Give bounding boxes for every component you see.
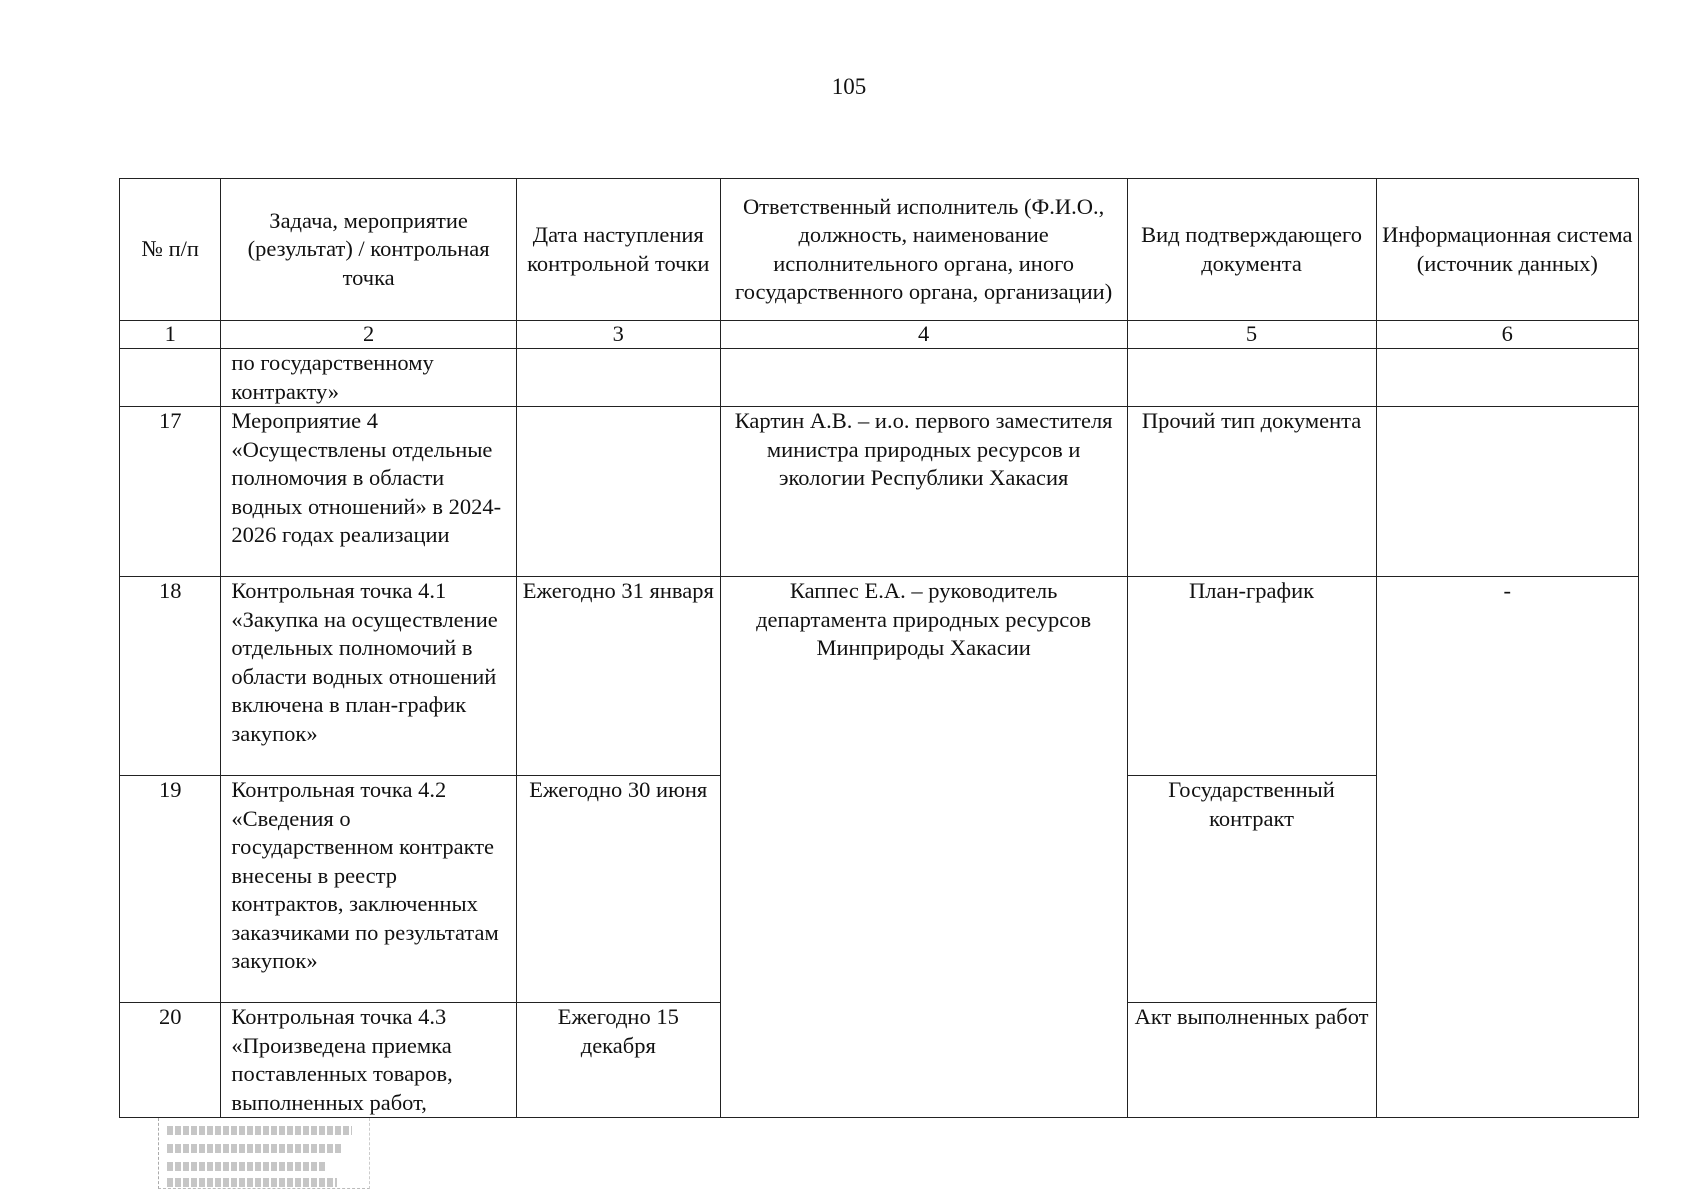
control-points-table <box>119 178 1639 1118</box>
cell-date: Ежегодно 30 июня <box>516 776 720 1003</box>
cell-date <box>516 349 720 407</box>
table-row <box>120 577 1639 776</box>
continuation-row <box>120 349 1639 407</box>
cell-doc: Акт выполненных работ <box>1127 1003 1376 1118</box>
cell-system <box>1376 349 1638 407</box>
cell-responsible: Картин А.В. – и.о. первого заместителя министра природных ресурсов и экологии Республики Хакасия <box>720 407 1127 577</box>
header-num: № п/п <box>120 179 221 321</box>
cell-date: Ежегодно 15 декабря <box>516 1003 720 1118</box>
header-doc: Вид подтверждающего документа <box>1127 179 1376 321</box>
table-row <box>120 407 1639 577</box>
cell-task: Контрольная точка 4.1 «Закупка на осуществление отдельных полномочий в области водных отношений включена в план-график закупок» <box>221 577 516 776</box>
column-number: 5 <box>1127 321 1376 349</box>
cell-system: - <box>1376 577 1638 1118</box>
cell-responsible: Каппес Е.А. – руководитель департамента природных ресурсов Минприроды Хакасии <box>720 577 1127 1118</box>
cell-task: по государственному контракту» <box>221 349 516 407</box>
header-task: Задача, мероприятие (результат) / контрольная точка <box>221 179 516 321</box>
column-number: 1 <box>120 321 221 349</box>
faded-stamp <box>158 1118 370 1189</box>
cell-num <box>120 349 221 407</box>
cell-num: 20 <box>120 1003 221 1118</box>
header-system: Информационная система (источник данных) <box>1376 179 1638 321</box>
cell-num: 19 <box>120 776 221 1003</box>
cell-doc: План-график <box>1127 577 1376 776</box>
header-row <box>120 179 1639 321</box>
header-responsible: Ответственный исполнитель (Ф.И.О., должность, наименование исполнительного органа, иного государственного органа, организации) <box>720 179 1127 321</box>
cell-task: Мероприятие 4 «Осуществлены отдельные полномочия в области водных отношений» в 2024-2026 годах реализации <box>221 407 516 577</box>
cell-system <box>1376 407 1638 577</box>
cell-responsible <box>720 349 1127 407</box>
cell-date: Ежегодно 31 января <box>516 577 720 776</box>
column-number: 4 <box>720 321 1127 349</box>
column-number-row <box>120 321 1639 349</box>
cell-task: Контрольная точка 4.2 «Сведения о государственном контракте внесены в реестр контрактов, заключенных заказчиками по результатам закупок» <box>221 776 516 1003</box>
cell-doc <box>1127 349 1376 407</box>
cell-doc: Государственный контракт <box>1127 776 1376 1003</box>
cell-num: 18 <box>120 577 221 776</box>
column-number: 6 <box>1376 321 1638 349</box>
cell-doc: Прочий тип документа <box>1127 407 1376 577</box>
column-number: 3 <box>516 321 720 349</box>
header-date: Дата наступления контрольной точки <box>516 179 720 321</box>
cell-task: Контрольная точка 4.3 «Произведена приемка поставленных товаров, выполненных работ, <box>221 1003 516 1118</box>
column-number: 2 <box>221 321 516 349</box>
cell-num: 17 <box>120 407 221 577</box>
page-number: 105 <box>831 74 867 99</box>
cell-date <box>516 407 720 577</box>
